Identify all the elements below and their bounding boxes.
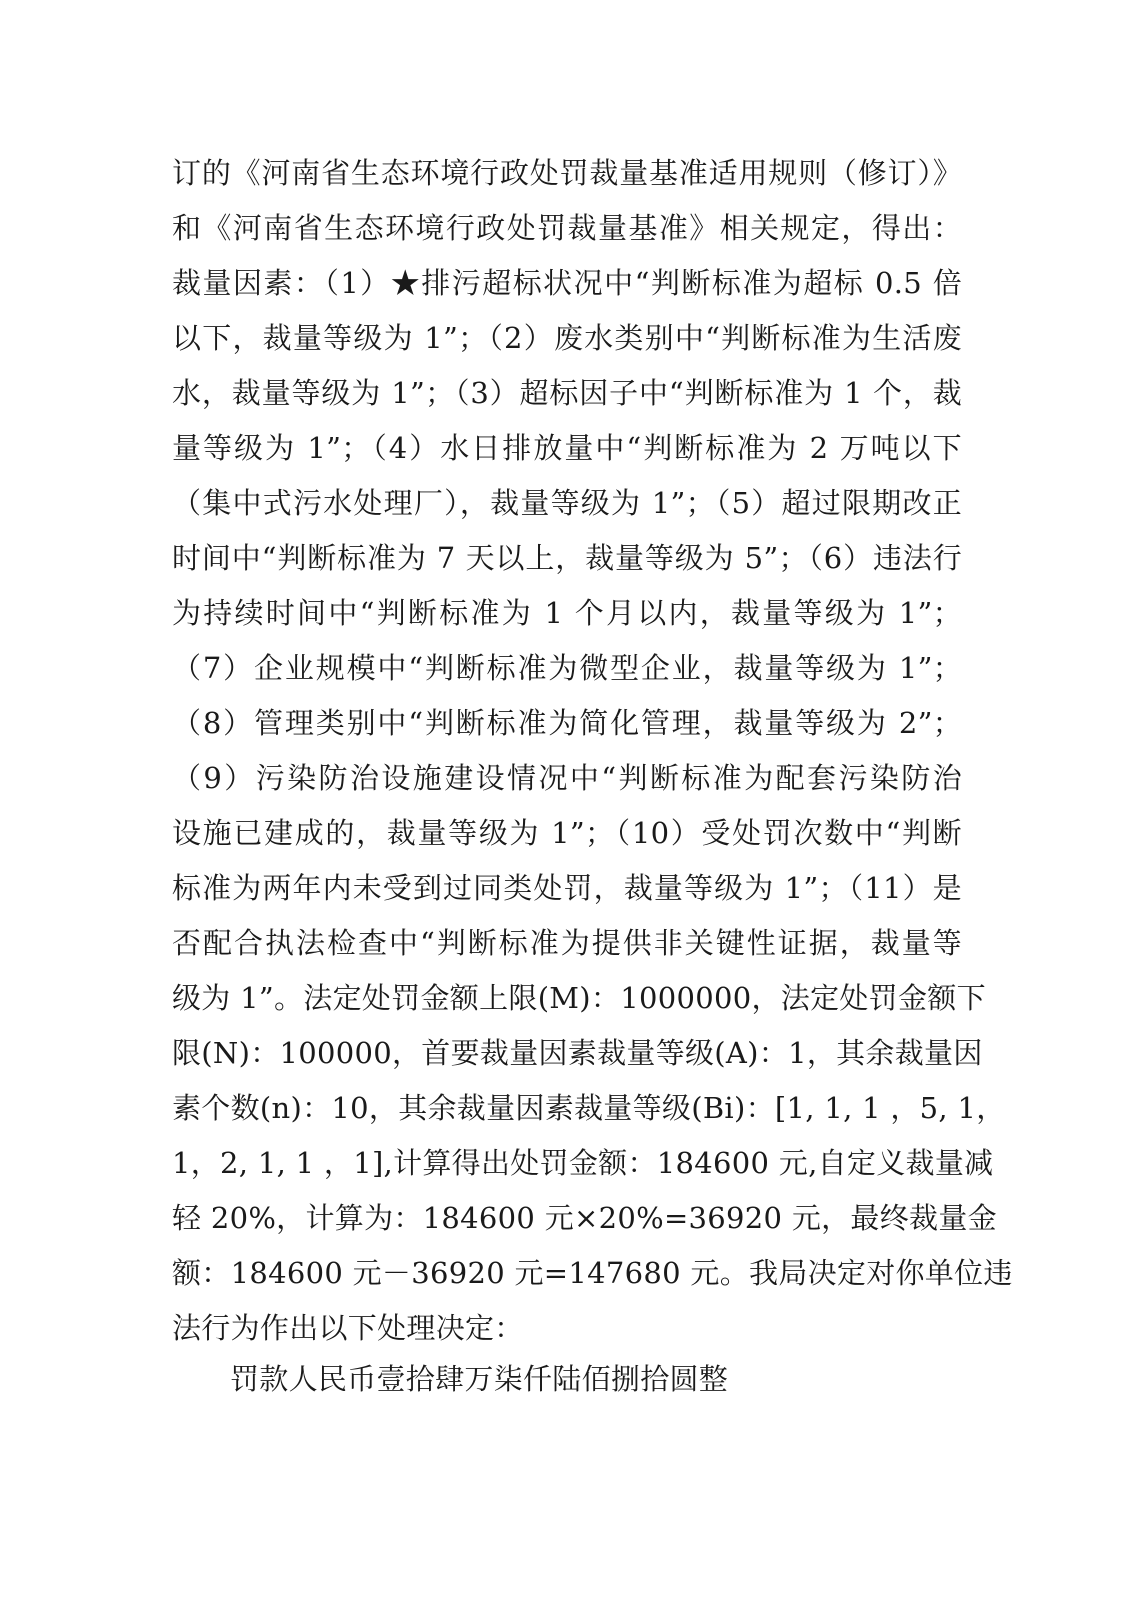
paragraph-line: 为持续时间中“判断标准为 1 个月以内，裁量等级为 1”； [172, 596, 962, 630]
paragraph-line: 轻 20%，计算为：184600 元×20%=36920 元，最终裁量金 [172, 1201, 997, 1235]
paragraph-line: 限(N)：100000，首要裁量因素裁量等级(A)：1，其余裁量因 [172, 1036, 983, 1070]
paragraph-line: 量等级为 1”；（4）水日排放量中“判断标准为 2 万吨以下 [172, 431, 962, 465]
paragraph-line: 标准为两年内未受到过同类处罚，裁量等级为 1”；（11）是 [172, 871, 962, 905]
paragraph-line: （集中式污水处理厂），裁量等级为 1”；（5）超过限期改正 [172, 486, 962, 520]
paragraph-line: （8）管理类别中“判断标准为简化管理，裁量等级为 2”； [172, 706, 962, 740]
paragraph-line: 裁量因素：（1）★排污超标状况中“判断标准为超标 0.5 倍 [172, 266, 962, 300]
paragraph-line: 额：184600 元－36920 元=147680 元。我局决定对你单位违 [172, 1256, 1013, 1290]
paragraph-line: （7）企业规模中“判断标准为微型企业，裁量等级为 1”； [172, 651, 962, 685]
paragraph-line: 1，2, 1, 1 ，1],计算得出处罚金额：184600 元,自定义裁量减 [172, 1146, 994, 1180]
paragraph-line: 否配合执法检查中“判断标准为提供非关键性证据，裁量等 [172, 926, 962, 960]
paragraph-line: 水，裁量等级为 1”；（3）超标因子中“判断标准为 1 个，裁 [172, 376, 962, 410]
paragraph-line: 和《河南省生态环境行政处罚裁量基准》相关规定，得出： [172, 211, 962, 245]
paragraph-line: 设施已建成的，裁量等级为 1”；（10）受处罚次数中“判断 [172, 816, 962, 850]
paragraph-line: 时间中“判断标准为 7 天以上，裁量等级为 5”；（6）违法行 [172, 541, 962, 575]
paragraph-line: （9）污染防治设施建设情况中“判断标准为配套污染防治 [172, 761, 962, 795]
paragraph-line: 级为 1”。法定处罚金额上限(M)：1000000，法定处罚金额下 [172, 981, 986, 1015]
paragraph-line: 订的《河南省生态环境行政处罚裁量基准适用规则（修订）》 [172, 156, 962, 190]
body-paragraph [172, 146, 1013, 1356]
paragraph-line: 法行为作出以下处理决定： [172, 1311, 524, 1345]
paragraph-line: 以下，裁量等级为 1”；（2）废水类别中“判断标准为生活废 [172, 321, 962, 355]
paragraph-line: 素个数(n)：10，其余裁量因素裁量等级(Bi)：[1, 1, 1 ，5, 1， [172, 1091, 1006, 1125]
fine-amount-line: 罚款人民币壹拾肆万柒仟陆佰捌拾圆整 [230, 1362, 729, 1396]
